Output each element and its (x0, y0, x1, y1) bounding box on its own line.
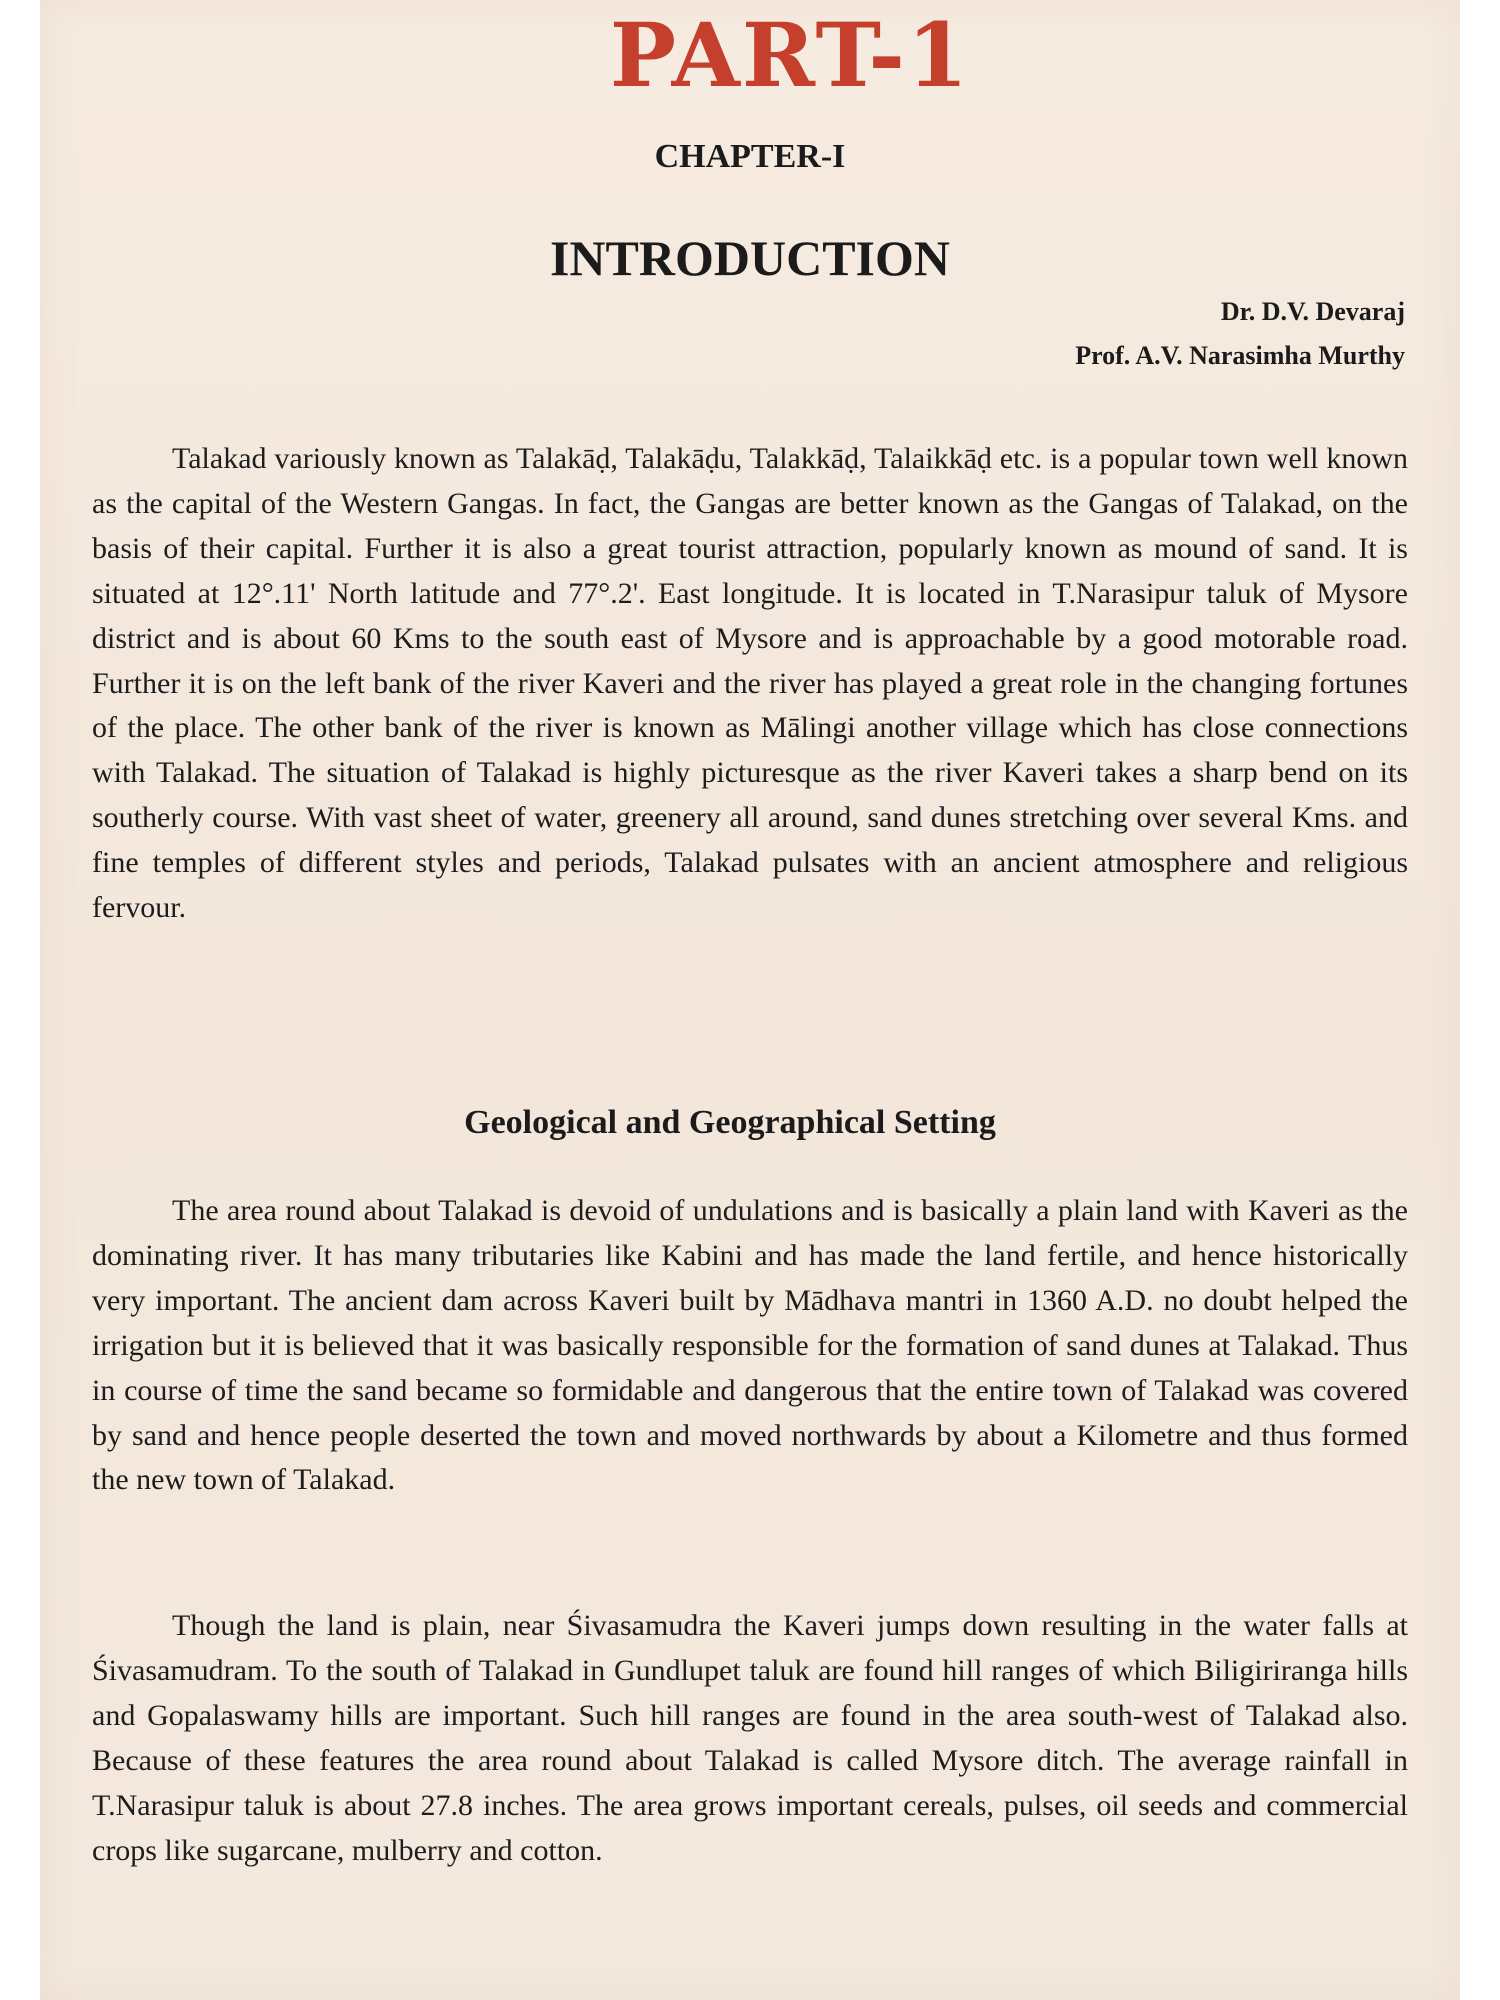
author-name: Dr. D.V. Devaraj (1220, 297, 1405, 326)
body-paragraph: Talakad variously known as Talakāḍ, Talakāḍu, Talakkāḍ, Talaikkāḍ etc. is a popular town well known as the capital of the Western Gangas. In fact, the Gangas are better known as the Gangas of Talakad, on the basis of their capital. Further it is also a great tourist attraction, popularly known as mound of sand. It is situated at 12°.11' North latitude and 77°.2'. East longitude. It is located in T.Narasipur taluk of Mysore district and is about 60 Kms to the south east of Mysore and is approachable by a good motorable road. Further it is on the left bank of the river Kaveri and the river has played a great role in the changing fortunes of the place. The other bank of the river is known as Mālingi another village which has close connections with Talakad. The situation of Talakad is highly picturesque as the river Kaveri takes a sharp bend on its southerly course. With vast sheet of water, greenery all around, sand dunes stretching over several Kms. and fine temples of different styles and periods, Talakad pulsates with an ancient atmosphere and religious fervour. (92, 442, 1408, 925)
chapter-title: INTRODUCTION (549, 230, 951, 286)
author-name: Prof. A.V. Narasimha Murthy (1075, 341, 1405, 370)
part-title: PART-1 (609, 3, 971, 107)
body-paragraph: Though the land is plain, near Śivasamudra the Kaveri jumps down resulting in the water falls at Śivasamudram. To the south of Talakad in Gundlupet taluk are found hill ranges of which Biligiriranga hills and Gopalaswamy hills are important. Such hill ranges are found in the area south-west of Talakad also. Because of these features the area round about Talakad is called Mysore ditch. The average rainfall in T.Narasipur taluk is about 27.8 inches. The area grows important cereals, pulses, oil seeds and commercial crops like sugarcane, mulberry and cotton. (92, 1609, 1408, 1867)
chapter-label: CHAPTER-I (654, 138, 846, 175)
author-list (1075, 290, 1405, 378)
section-heading: Geological and Geographical Setting (464, 1104, 996, 1141)
book-page (40, 0, 1460, 2000)
body-paragraph: The area round about Talakad is devoid of undulations and is basically a plain land with Kaveri as the dominating river. It has many tributaries like Kabini and has made the land fertile, and hence historically very important. The ancient dam across Kaveri built by Mādhava mantri in 1360 A.D. no doubt helped the irrigation but it is believed that it was basically responsible for the formation of sand dunes at Talakad. Thus in course of time the sand became so formidable and dangerous that the entire town of Talakad was covered by sand and hence people deserted the town and moved northwards by about a Kilometre and thus formed the new town of Talakad. (92, 1194, 1408, 1497)
